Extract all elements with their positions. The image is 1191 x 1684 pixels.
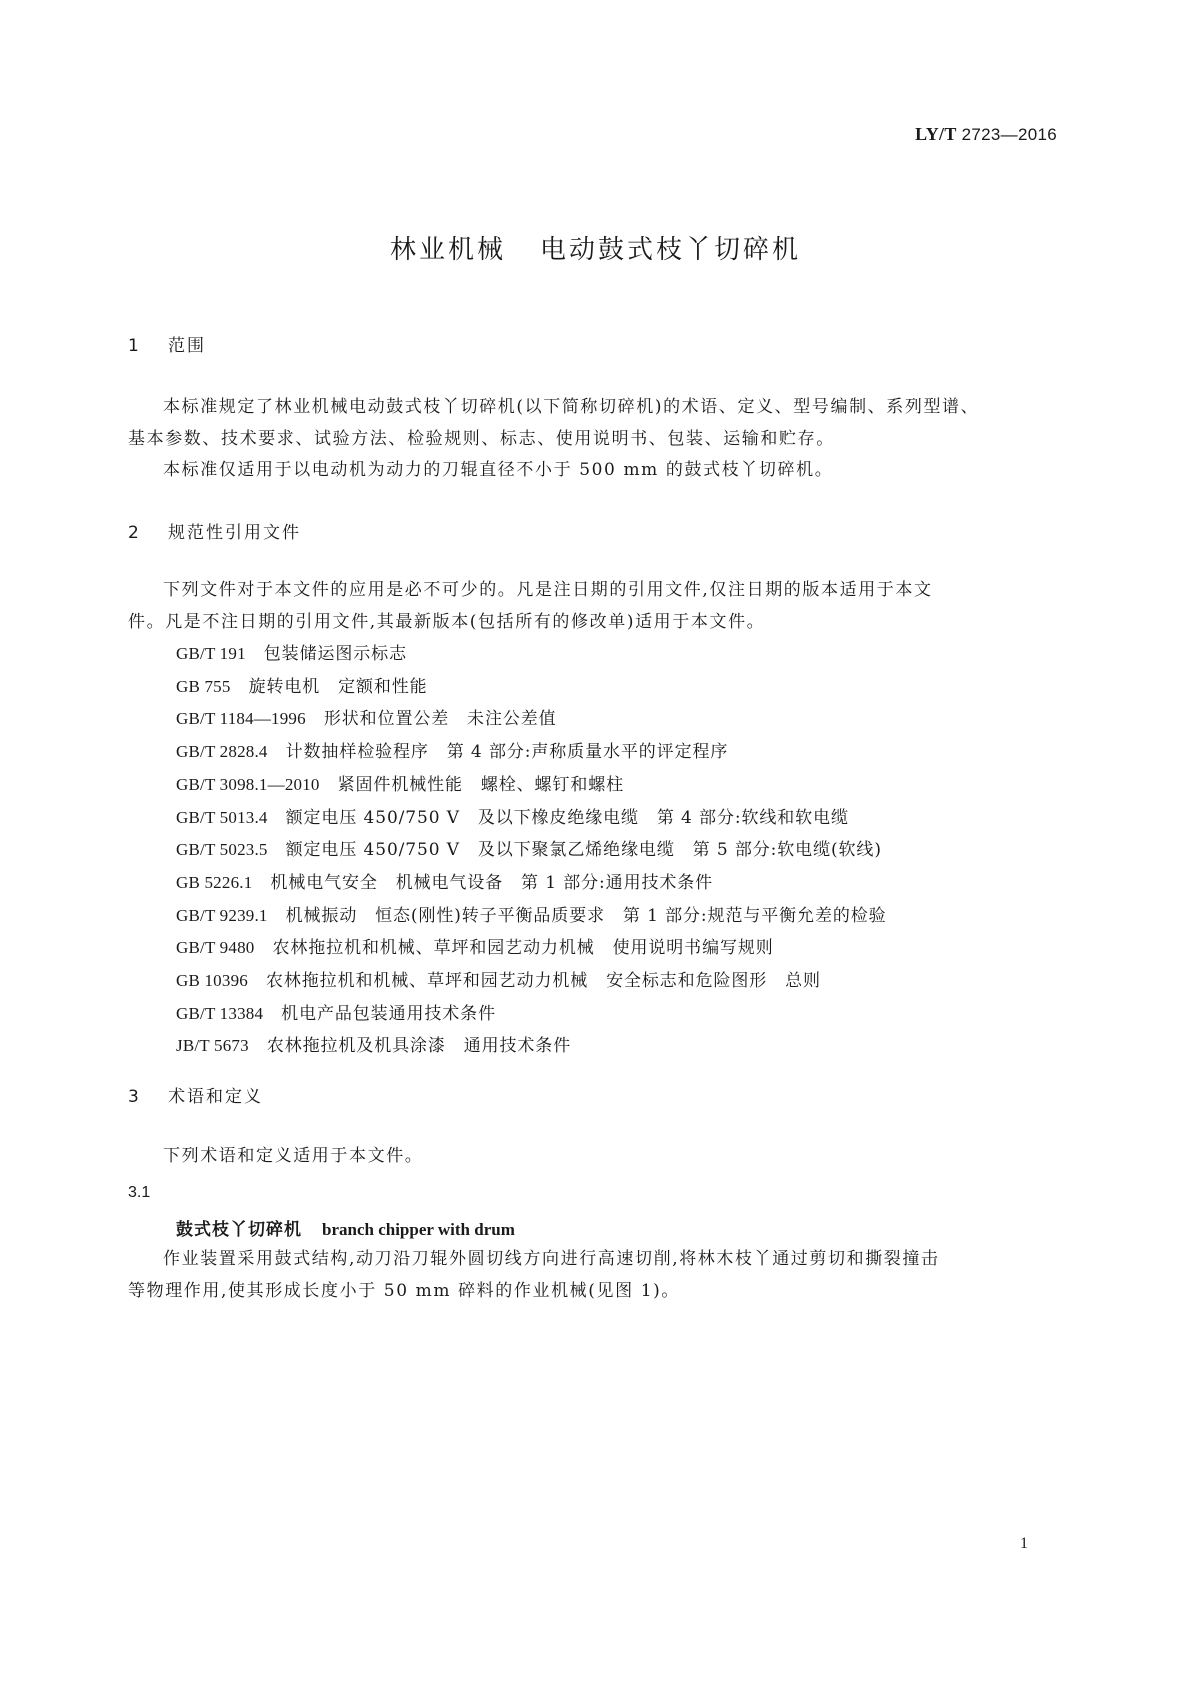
reference-item: [176, 965, 887, 998]
reference-title: 机电产品包装通用技术条件: [281, 1003, 496, 1024]
reference-title: 额定电压 450/750 V 及以下聚氯乙烯绝缘电缆 第 5 部分:软电缆(软线): [285, 840, 882, 861]
section-number: 2: [128, 523, 139, 543]
reference-title: 计数抽样检验程序 第 4 部分:声称质量水平的评定程序: [285, 742, 729, 763]
reference-title: 农林拖拉机和机械、草坪和园艺动力机械 安全标志和危险图形 总则: [265, 971, 821, 992]
text-line: 等物理作用,使其形成长度小于 50 mm 碎料的作业机械(见图 1)。: [128, 1280, 680, 1301]
reference-code: GB/T 5023.5: [176, 840, 268, 860]
text-line: 下列术语和定义适用于本文件。: [163, 1146, 424, 1166]
text-line: 基本参数、技术要求、试验方法、检验规则、标志、使用说明书、包装、运输和贮存。: [128, 428, 835, 449]
reference-code: GB 10396: [176, 971, 248, 991]
text-line: 件。凡是不注日期的引用文件,其最新版本(包括所有的修改单)适用于本文件。: [128, 611, 766, 632]
term-entry: [176, 1215, 515, 1240]
section-number: 1: [128, 336, 139, 356]
section-title: 范围: [168, 336, 206, 356]
reference-title: 形状和位置公差 未注公差值: [323, 709, 557, 730]
reference-item: [176, 703, 887, 736]
reference-item: [176, 998, 887, 1031]
section-heading-1: [128, 331, 206, 356]
reference-item: [176, 671, 887, 704]
reference-item: [176, 900, 887, 933]
reference-code: GB 755: [176, 676, 231, 696]
reference-code: JB/T 5673: [176, 1036, 249, 1056]
reference-title: 机械振动 恒态(刚性)转子平衡品质要求 第 1 部分:规范与平衡允差的检验: [285, 905, 887, 926]
reference-code: GB/T 9239.1: [176, 905, 268, 925]
section-heading-3: [128, 1082, 263, 1107]
reference-code: GB/T 2828.4: [176, 742, 268, 762]
section-3-intro: [128, 1141, 1058, 1173]
reference-code: GB/T 13384: [176, 1003, 264, 1023]
reference-code: GB/T 9480: [176, 938, 255, 958]
reference-item: [176, 802, 887, 835]
reference-item: [176, 932, 887, 965]
text-line: 本标准仅适用于以电动机为动力的刀辊直径不小于 500 mm 的鼓式枝丫切碎机。: [163, 460, 834, 480]
reference-item: [176, 1030, 887, 1063]
section-number: 3: [128, 1087, 139, 1107]
reference-title: 农林拖拉机及机具涂漆 通用技术条件: [266, 1036, 572, 1057]
term-definition: [128, 1244, 1058, 1307]
reference-code: GB/T 5013.4: [176, 807, 268, 827]
title-part-2: 电动鼓式枝丫切碎机: [540, 235, 802, 265]
reference-code: GB 5226.1: [176, 872, 253, 892]
reference-code: GB/T 3098.1—2010: [176, 774, 320, 794]
term-chinese: 鼓式枝丫切碎机: [176, 1220, 302, 1240]
title-part-1: 林业机械: [389, 235, 506, 265]
reference-title: 机械电气安全 机械电气设备 第 1 部分:通用技术条件: [270, 872, 714, 893]
page-number: 1: [1020, 1535, 1028, 1552]
section-heading-2: [128, 518, 301, 543]
term-english: branch chipper with drum: [322, 1220, 515, 1239]
clause-number: 3.1: [128, 1184, 151, 1201]
section-1-paragraph-1: [128, 392, 1058, 455]
reference-title: 旋转电机 定额和性能: [248, 676, 428, 697]
standard-prefix: LY/T: [915, 124, 957, 144]
normative-references-list: [176, 638, 887, 1063]
section-title: 术语和定义: [168, 1087, 263, 1107]
standard-code: [915, 124, 1057, 145]
reference-title: 农林拖拉机和机械、草坪和园艺动力机械 使用说明书编写规则: [272, 938, 774, 959]
reference-code: GB/T 191: [176, 644, 246, 663]
reference-title: 紧固件机械性能 螺栓、螺钉和螺柱: [337, 774, 625, 795]
reference-item: [176, 736, 887, 769]
document-title: [0, 229, 1191, 266]
section-1-paragraph-2: [128, 455, 1058, 487]
section-2-paragraph-1: [128, 575, 1058, 638]
standard-number: 2723—2016: [961, 125, 1057, 144]
reference-title: 额定电压 450/750 V 及以下橡皮绝缘电缆 第 4 部分:软线和软电缆: [285, 807, 849, 828]
text-line: 作业装置采用鼓式结构,动刀沿刀辊外圆切线方向进行高速切削,将林木枝丫通过剪切和撕裂撞击: [163, 1249, 940, 1269]
reference-item: [176, 834, 887, 867]
reference-item: [176, 638, 887, 671]
reference-item: [176, 867, 887, 900]
reference-code: GB/T 1184—1996: [176, 709, 306, 729]
text-line: 本标准规定了林业机械电动鼓式枝丫切碎机(以下简称切碎机)的术语、定义、型号编制、系列型谱、: [163, 397, 980, 417]
section-title: 规范性引用文件: [168, 523, 301, 543]
text-line: 下列文件对于本文件的应用是必不可少的。凡是注日期的引用文件,仅注日期的版本适用于本文: [163, 580, 933, 600]
reference-title: 包装储运图示标志: [263, 644, 407, 664]
reference-item: [176, 769, 887, 802]
